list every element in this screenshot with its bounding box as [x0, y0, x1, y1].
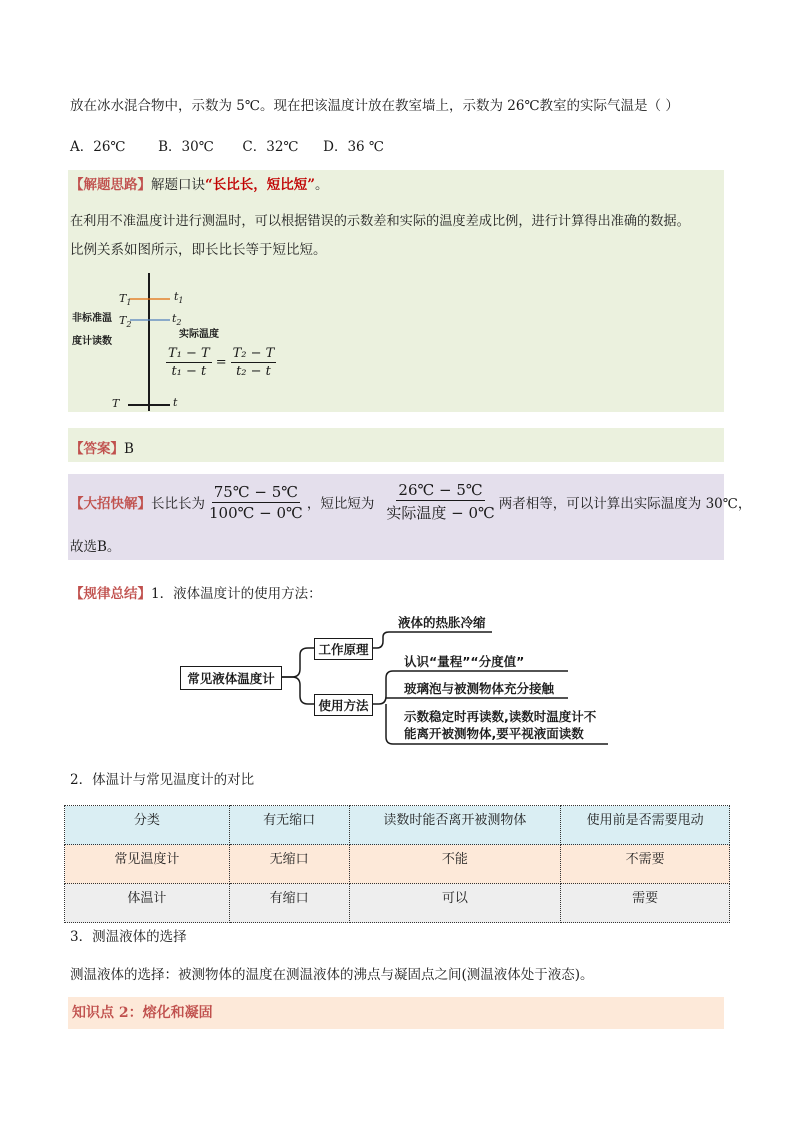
item3-text: 测温液体的选择：被测物体的温度在测温液体的沸点与凝固点之间(测温液体处于液态)。: [70, 967, 594, 983]
item2-heading: 2．体温计与常见温度计的对比: [70, 772, 255, 788]
comparison-table: [64, 805, 730, 923]
table-header-cell: 有无缩口: [229, 806, 349, 845]
solution-suffix: 。: [315, 177, 329, 193]
solution-prefix: 解题口诀: [151, 177, 205, 193]
proportion-diagram: [70, 268, 290, 413]
answer-value: B: [124, 441, 134, 457]
knowledge-point-title: 知识点 2：熔化和凝固: [72, 1005, 213, 1021]
label-nonstandard-1: 非标准温: [72, 313, 112, 324]
options-row: [70, 135, 390, 155]
label-t1: $t_1$: [174, 290, 184, 306]
label-T1: $T_1$: [119, 292, 132, 308]
label-t2: $t_2$: [172, 312, 182, 328]
table-cell: 体温计: [65, 884, 230, 923]
mindmap-root: 常见液体温度计: [180, 666, 282, 690]
table-row: [65, 845, 730, 884]
label-nonstandard-2: 度计读数: [72, 336, 112, 347]
proportion-equation: $\frac{\text{T₁ − T}}{\text{t₁ − t}}$ = $\frac{\text{T₂ − T}}{\text{t₂ − t}}$: [168, 346, 275, 379]
label-T-bottom: T: [112, 397, 120, 410]
solution-p1: 在利用不准温度计进行测温时，可以根据错误的示数差和实际的温度差成比例，进行计算得出准确的数据。: [70, 214, 690, 229]
quick-conclusion: 故选B。: [70, 539, 121, 555]
quick-label: 【大招快解】: [70, 496, 151, 512]
table-header-cell: 使用前是否需要甩动: [561, 806, 730, 845]
solution-p2: 比例关系如图所示，即长比长等于短比短。: [70, 242, 327, 258]
table-cell: 需要: [561, 884, 730, 923]
summary-item1: 1．液体温度计的使用方法：: [151, 586, 322, 602]
table-cell: 常见温度计: [65, 845, 230, 884]
table-header-row: [65, 806, 730, 845]
solution-heading: [70, 173, 329, 193]
table-cell: 不需要: [561, 845, 730, 884]
summary-heading: [70, 582, 322, 602]
mindmap-leaf-contact: 玻璃泡与被测物体充分接触: [404, 681, 555, 696]
label-t-bottom: t: [173, 396, 178, 409]
table-cell: 可以: [349, 884, 561, 923]
mindmap-leaf-reading-2: 能离开被测物体,要平视液面读数: [404, 726, 584, 741]
table-cell: 无缩口: [229, 845, 349, 884]
item3-heading: 3．测温液体的选择: [70, 929, 187, 945]
quick-solution-line: [70, 481, 751, 523]
quick-t3: 两者相等，可以计算出实际温度为 30℃，: [498, 496, 752, 512]
mindmap-branch-principle: 工作原理: [314, 638, 373, 660]
option-a[interactable]: A．26℃: [70, 139, 126, 155]
table-row: [65, 884, 730, 923]
question-line: 放在冰水混合物中，示数为 5℃。现在把该温度计放在教室墙上，示数为 26℃教室的实际气温是（ ）: [70, 98, 679, 114]
table-header-cell: 分类: [65, 806, 230, 845]
quick-t1: 长比长为: [151, 496, 205, 512]
summary-label: 【规律总结】: [70, 586, 151, 602]
thermometer-mindmap: [176, 612, 616, 752]
mindmap-branch-usage: 使用方法: [314, 694, 373, 716]
solution-quote: “长比长，短比短”: [205, 177, 316, 193]
answer-line: [70, 437, 134, 457]
solution-label: 【解题思路】: [70, 177, 151, 193]
table-cell: 有缩口: [229, 884, 349, 923]
mindmap-leaf-reading-1: 示数稳定时再读数,读数时温度计不: [404, 709, 597, 724]
table-header-cell: 读数时能否离开被测物体: [349, 806, 561, 845]
fraction-1: $\frac{75℃ - 5℃}{100℃ - 0℃}$: [209, 482, 303, 522]
option-d[interactable]: D．36 ℃: [323, 139, 385, 155]
table-cell: 不能: [349, 845, 561, 884]
answer-block: [68, 428, 724, 462]
option-c[interactable]: C．32℃: [242, 139, 299, 155]
label-T2: $T_2$: [119, 314, 132, 330]
mindmap-leaf-range: 认识“量程”“分度值”: [404, 654, 525, 669]
answer-label: 【答案】: [70, 441, 124, 457]
fraction-2: $\frac{26℃ - 5℃}{\text{实际温度 − 0℃}}$: [386, 481, 495, 522]
label-actual: 实际温度: [179, 329, 219, 340]
option-b[interactable]: B．30℃: [158, 139, 214, 155]
mindmap-leaf-expansion: 液体的热胀冷缩: [398, 615, 486, 630]
quick-t2: ，短比短为: [306, 496, 375, 512]
